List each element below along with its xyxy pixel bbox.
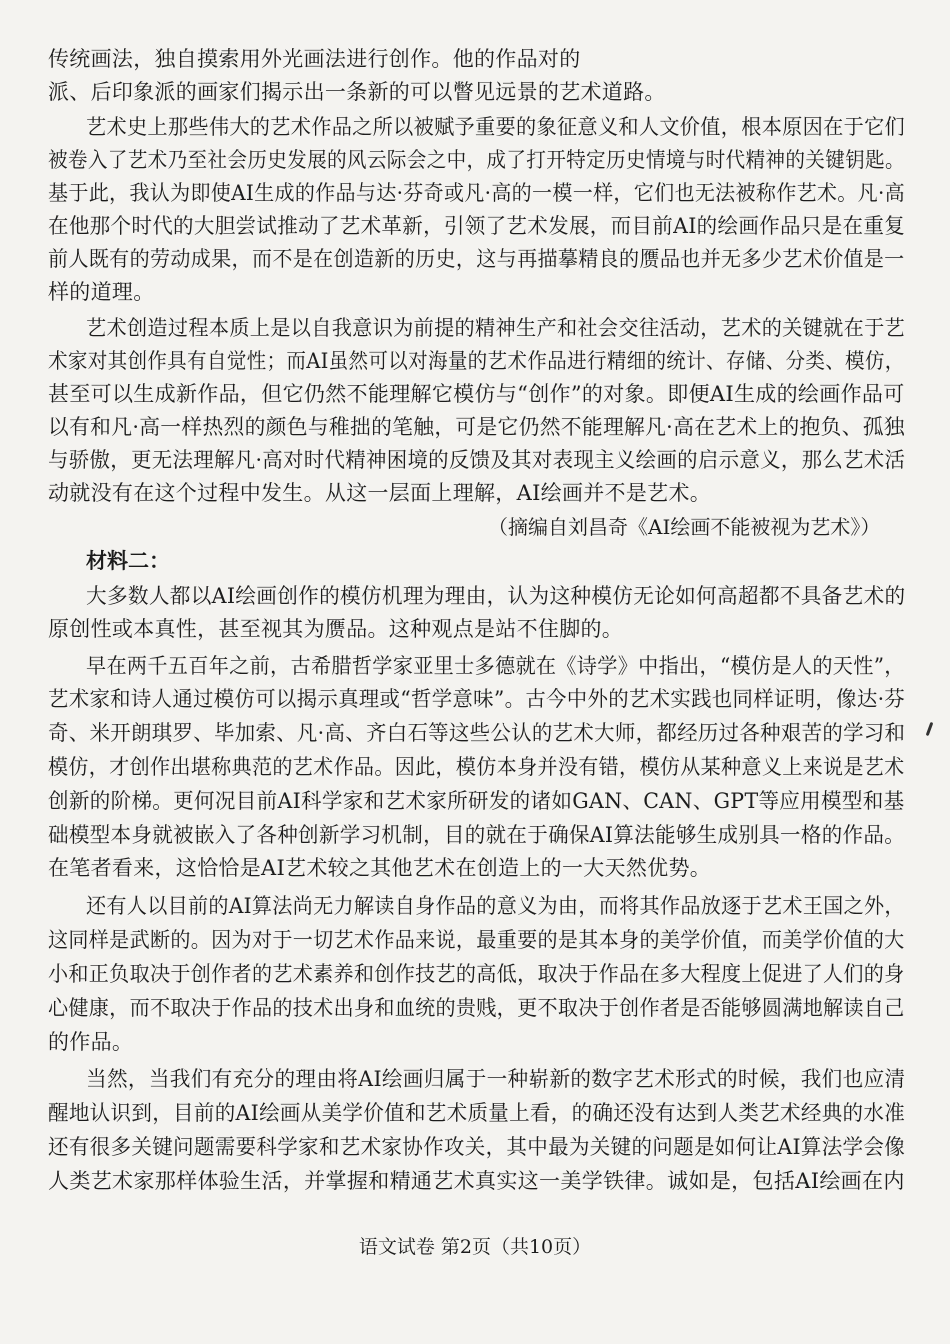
page-footer: 语文试卷 第2页（共10页）: [358, 1236, 592, 1258]
text-line: 动就没有在这个过程中发生。从这一层面上理解，AI绘画并不是艺术。: [48, 481, 712, 505]
text-line: 前人既有的劳动成果，而不是在创造新的历史，这与再描摹精良的赝品也并无多少艺术价值是一: [48, 247, 905, 271]
text-line: 当然，当我们有充分的理由将AI绘画归属于一种崭新的数字艺术形式的时候，我们也应清: [86, 1067, 906, 1091]
text-line: 大多数人都以AI绘画创作的模仿机理为理由，认为这种模仿无论如何高超都不具备艺术的: [86, 584, 906, 608]
text-line: 术家对其创作具有自觉性；而AI虽然可以对海量的艺术作品进行精细的统计、存储、分类、模仿，: [48, 349, 905, 373]
text-line: 在笔者看来，这恰恰是AI艺术较之其他艺术在创造上的一大天然优势。: [48, 856, 712, 880]
text-line: 还有人以目前的AI算法尚无力解读自身作品的意义为由，而将其作品放逐于艺术王国之外，: [86, 894, 905, 918]
material-two-heading: 材料二：: [86, 549, 170, 573]
text-line: 这同样是武断的。因为对于一切艺术作品来说，最重要的是其本身的美学价值，而美学价值的大: [48, 928, 905, 952]
text-line: 础模型本身就被嵌入了各种创新学习机制，目的就在于确保AI算法能够生成别具一格的作品。: [48, 823, 906, 847]
source-citation: （摘编自刘昌奇《AI绘画不能被视为艺术》）: [488, 515, 881, 539]
text-line: 艺术史上那些伟大的艺术作品之所以被赋予重要的象征意义和人文价值，根本原因在于它们: [86, 115, 906, 139]
text-line: 小和正负取决于创作者的艺术素养和创作技艺的高低，取决于作品在多大程度上促进了人们的身: [48, 962, 905, 986]
text-line: 在他那个时代的大胆尝试推动了艺术革新，引领了艺术发展，而目前AI的绘画作品只是在重复: [48, 214, 906, 238]
text-line: 与骄傲，更无法理解凡·高对时代精神困境的反馈及其对表现主义绘画的启示意义，那么艺术活: [48, 448, 906, 472]
text-line: 甚至可以生成新作品，但它仍然不能理解它模仿与“创作”的对象。即便AI生成的绘画作品可: [48, 382, 905, 406]
text-line: 创新的阶梯。更何况目前AI科学家和艺术家所研发的诸如GAN、CAN、GPT等应用模型和基: [48, 789, 905, 813]
text-line: 还有很多关键问题需要科学家和艺术家协作攻关，其中最为关键的问题是如何让AI算法学会像: [48, 1135, 906, 1159]
scan-mark: [926, 722, 934, 736]
text-line: 奇、米开朗琪罗、毕加索、凡·高、齐白石等这些公认的艺术大师，都经历过各种艰苦的学习和: [48, 721, 906, 745]
text-line: 早在两千五百年之前，古希腊哲学家亚里士多德就在《诗学》中指出，“模仿是人的天性”，: [86, 654, 905, 678]
text-line: 传统画法，独自摸索用外光画法进行创作。他的作品对的: [48, 47, 581, 71]
text-line: 艺术家和诗人通过模仿可以揭示真理或“哲学意味”。古今中外的艺术实践也同样证明，像达·芬: [48, 687, 906, 711]
text-line: 以有和凡·高一样热烈的颜色与稚拙的笔触，可是它仍然不能理解凡·高在艺术上的抱负、孤独: [48, 415, 905, 439]
text-line: 人类艺术家那样体验生活，并掌握和精通艺术真实这一美学铁律。诚如是，包括AI绘画在内: [48, 1169, 905, 1193]
text-line: 被卷入了艺术乃至社会历史发展的风云际会之中，成了打开特定历史情境与时代精神的关键钥匙。: [48, 148, 905, 172]
text-line: 模仿，才创作出堪称典范的艺术作品。因此，模仿本身并没有错，模仿从某种意义上来说是艺术: [48, 755, 905, 779]
text-line: 的作品。: [48, 1030, 134, 1054]
text-line: 派、后印象派的画家们揭示出一条新的可以瞥见远景的艺术道路。: [48, 80, 666, 104]
text-line: 醒地认识到，目前的AI绘画从美学价值和艺术质量上看，的确还没有达到人类艺术经典的水准: [48, 1101, 906, 1125]
text-line: 艺术创造过程本质上是以自我意识为前提的精神生产和社会交往活动，艺术的关键就在于艺: [86, 316, 906, 340]
text-line: 基于此，我认为即使AI生成的作品与达·芬奇或凡·高的一模一样，它们也无法被称作艺术。凡·高: [48, 181, 905, 205]
text-line: 样的道理。: [48, 280, 155, 304]
text-line: 原创性或本真性，甚至视其为赝品。这种观点是站不住脚的。: [48, 617, 624, 641]
text-line: 心健康，而不取决于作品的技术出身和血统的贵贱，更不取决于创作者是否能够圆满地解读自己: [48, 996, 905, 1020]
